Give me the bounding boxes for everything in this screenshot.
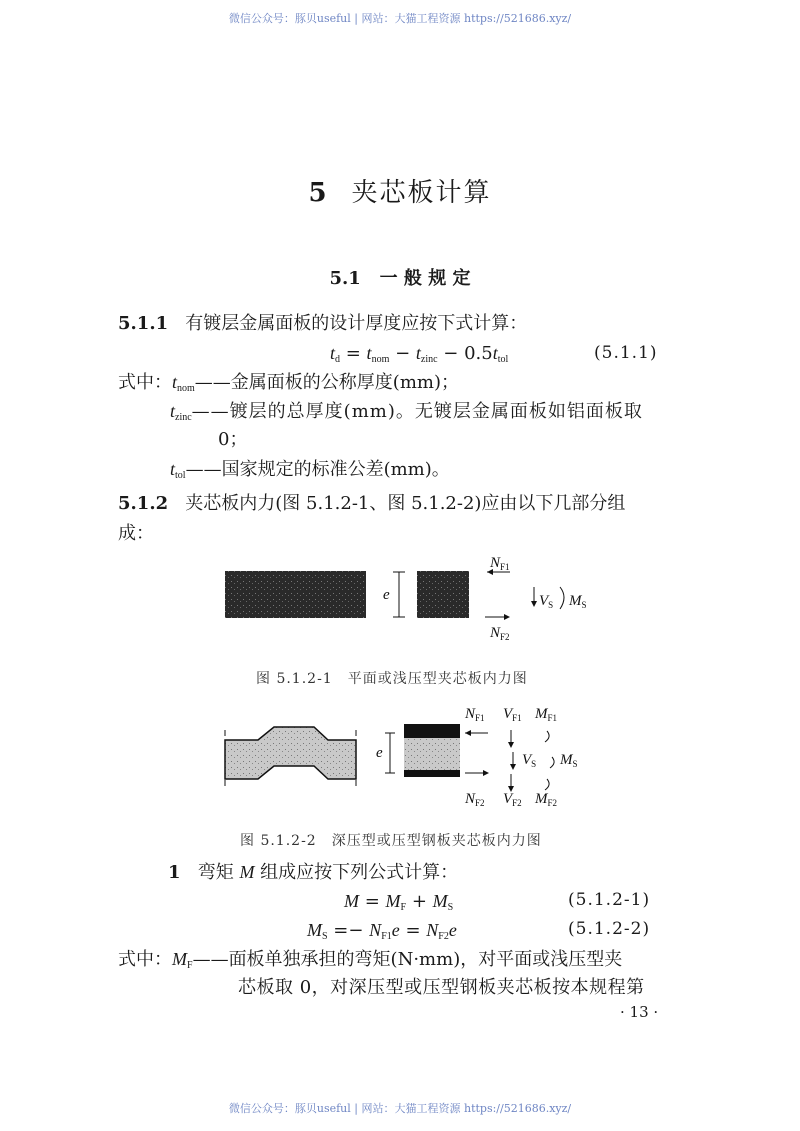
eq-op: =− [327,920,370,941]
eq-sub: F2 [438,931,449,942]
definition-t-tol [170,457,450,488]
eq-op: = [359,891,386,912]
equation-number: (5.1.2-1) [568,890,651,910]
deep-profile-panel [225,727,356,779]
clause-text: 夹芯板内力(图 5.1.2-1、图 5.1.2-2)应由以下几部分组 [185,493,626,514]
eq-op: − [389,343,416,364]
section-heading [0,264,800,290]
definition-mf-cont: 芯板取 0，对深压型或压型钢板夹芯板按本规程第 [238,977,645,998]
where-label: 式中： [118,372,172,393]
def-sub: zinc [175,412,192,423]
panel-section [225,571,366,618]
eq-symbol: t [492,343,498,363]
eq-op: + [406,891,433,912]
label-mf2: $M_{F2}$ [535,791,558,808]
eq-symbol: M [432,891,448,911]
section-title: 一 般 规 定 [379,268,471,289]
label-nf1: $N_{F1}$ [465,706,485,723]
item-symbol: M [239,862,255,882]
label-ms: $M_S$ [560,752,578,769]
eq-sub: S [447,902,454,913]
clause-text: 有镀层金属面板的设计厚度应按下式计算： [185,313,528,334]
figure-5-1-2-1 [200,555,620,645]
clause-5-1-1 [118,312,527,336]
item-1 [168,860,458,885]
eq-symbol: M [344,891,359,911]
eq-sub: zinc [420,354,438,365]
label-vf2: $V_{F2}$ [503,791,522,808]
where-label: 式中： [118,949,172,970]
watermark-top: 微信公众号：豚贝useful | 网站：大猫工程资源 https://521686.xyz/ [228,12,572,25]
eq-sub: tol [497,354,509,365]
item-number: 1 [168,862,181,883]
panel-element [417,571,469,618]
def-symbol: M [172,949,187,969]
eq-symbol: e [391,920,400,940]
definition-t-zinc-cont: 0； [218,429,248,450]
watermark-bottom: 微信公众号：豚贝useful | 网站：大猫工程资源 https://521686.xyz/ [228,1102,572,1115]
def-sub: nom [177,383,195,394]
label-ms: $M_S$ [569,593,587,610]
page-number: · 13 · [620,1003,659,1021]
equation-5-1-2-1 [344,889,453,920]
definition-t-zinc [170,399,643,430]
def-symbol: t [170,401,176,421]
definition-t-nom [118,370,459,401]
eq-op: − 0.5 [437,343,493,364]
def-sub: tol [175,470,186,481]
eq-symbol: e [448,920,457,940]
equation-5-1-2-2 [307,918,457,949]
eq-sub: F [400,902,407,913]
label-vs: $V_S$ [522,752,537,769]
chapter-title: 夹芯板计算 [351,178,492,208]
label-e: e [376,745,383,761]
label-e: e [383,587,390,603]
item-text: 弯矩 [197,862,240,883]
clause-5-1-2 [118,492,625,516]
definition-mf [118,947,622,978]
eq-symbol: t [330,343,336,363]
moment-arrow-ms [560,587,564,609]
def-text: ——金属面板的公称厚度(mm)； [194,372,459,393]
eq-symbol: N [369,920,382,940]
label-vf1: $V_{F1}$ [503,706,522,723]
lower-face [404,770,460,777]
clause-number: 5.1.1 [118,313,169,334]
eq-symbol: M [385,891,401,911]
def-symbol: t [170,459,176,479]
chapter-heading [0,172,800,209]
eq-op: = [340,343,367,364]
core [404,738,460,770]
chapter-number: 5 [308,178,327,208]
eq-symbol: t [366,343,372,363]
label-nf1: $N_{F1}$ [490,555,510,572]
label-nf2: $N_{F2}$ [490,625,510,642]
label-nf2: $N_{F2}$ [465,791,485,808]
def-sub: F [187,960,193,971]
upper-face [404,724,460,738]
eq-sub: d [335,354,341,365]
label-vs: $V_S$ [539,593,554,610]
eq-op: = [399,920,427,941]
eq-sub: F1 [381,931,392,942]
clause-number: 5.1.2 [118,493,169,514]
clause-text-cont: 成： [118,523,154,544]
figure-5-1-2-2 [200,700,620,815]
eq-symbol: N [426,920,439,940]
label-mf1: $M_{F1}$ [535,706,558,723]
equation-5-1-1 [330,341,508,372]
eq-sub: nom [371,354,390,365]
section-number: 5.1 [329,268,361,289]
def-symbol: t [172,372,178,392]
eq-symbol: t [415,343,421,363]
equation-number: (5.1.1) [594,343,658,363]
eq-symbol: M [307,920,322,940]
def-text: ——面板单独承担的弯矩(N·mm)，对平面或浅压型夹 [192,949,623,970]
figure-2-caption: 图 5.1.2-2 深压型或压型钢板夹芯板内力图 [240,833,542,849]
item-text: 组成应按下列公式计算： [254,862,459,883]
equation-number: (5.1.2-2) [568,919,651,939]
eq-sub: S [322,931,328,942]
def-text: ——国家规定的标准公差(mm)。 [185,459,450,480]
figure-1-caption: 图 5.1.2-1 平面或浅压型夹芯板内力图 [256,671,528,687]
def-text: ——镀层的总厚度(mm)。无镀层金属面板如铝面板取 [191,401,643,422]
